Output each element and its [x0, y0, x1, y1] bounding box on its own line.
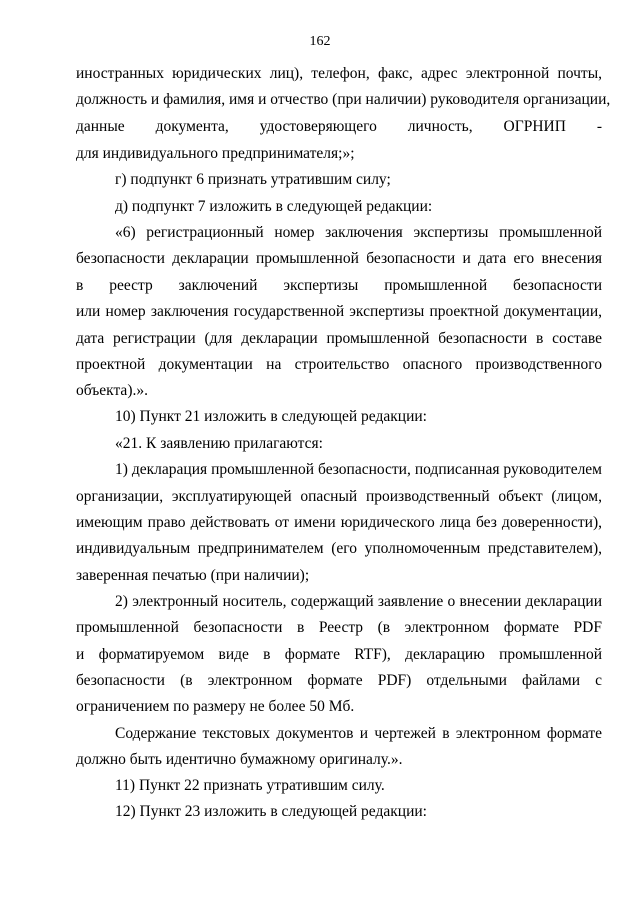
text-line: иностранных юридических лиц), телефон, факс, адрес электронной почты, — [76, 65, 602, 82]
text-line: «21. К заявлению прилагаются: — [115, 435, 323, 452]
text-line: 12) Пункт 23 изложить в следующей редакции: — [115, 803, 427, 820]
text-line: в реестр заключений экспертизы промышленной безопасности — [76, 277, 602, 294]
text-line: безопасности (в электронном формате PDF) отдельными файлами с — [76, 672, 602, 689]
text-line: 11) Пункт 22 признать утратившим силу. — [115, 777, 385, 794]
text-line: ограничением по размеру не более 50 Мб. — [76, 698, 355, 715]
text-line: заверенная печатью (при наличии); — [76, 567, 310, 584]
text-line: 10) Пункт 21 изложить в следующей редакции: — [115, 408, 427, 425]
text-line: безопасности декларации промышленной безопасности и дата его внесения — [76, 250, 602, 267]
text-line: имеющим право действовать от имени юридического лица без доверенности), — [76, 514, 602, 531]
text-line: или номер заключения государственной экспертизы проектной документации, — [76, 303, 602, 320]
text-line: данные документа, удостоверяющего личность, ОГРНИП - — [76, 118, 602, 135]
text-line: проектной документации на строительство опасного производственного — [76, 356, 602, 373]
text-line: д) подпункт 7 изложить в следующей редакции: — [115, 198, 433, 215]
text-line: организации, эксплуатирующей опасный производственный объект (лицом, — [76, 488, 602, 505]
text-line: Содержание текстовых документов и чертежей в электронном формате — [115, 725, 602, 742]
page-number: 162 — [309, 34, 331, 49]
text-line: объекта).». — [76, 382, 148, 399]
text-line: 2) электронный носитель, содержащий заявление о внесении декларации — [115, 593, 602, 610]
text-line: должность и фамилия, имя и отчество (при наличии) руководителя организации, — [76, 91, 611, 108]
text-line: для индивидуального предпринимателя;»; — [76, 145, 355, 162]
text-line: и форматируемом виде в формате RTF), декларацию промышленной — [76, 646, 602, 663]
text-line: дата регистрации (для декларации промышленной безопасности в составе — [76, 330, 602, 347]
text-line: индивидуальным предпринимателем (его уполномоченным представителем), — [76, 540, 602, 557]
text-line: «6) регистрационный номер заключения экспертизы промышленной — [115, 224, 602, 241]
text-line: г) подпункт 6 признать утратившим силу; — [115, 171, 391, 188]
text-line: промышленной безопасности в Реестр (в электронном формате PDF — [76, 619, 602, 636]
text-line: 1) декларация промышленной безопасности, подписанная руководителем — [115, 461, 602, 478]
text-line: должно быть идентично бумажному оригиналу.». — [76, 751, 403, 768]
